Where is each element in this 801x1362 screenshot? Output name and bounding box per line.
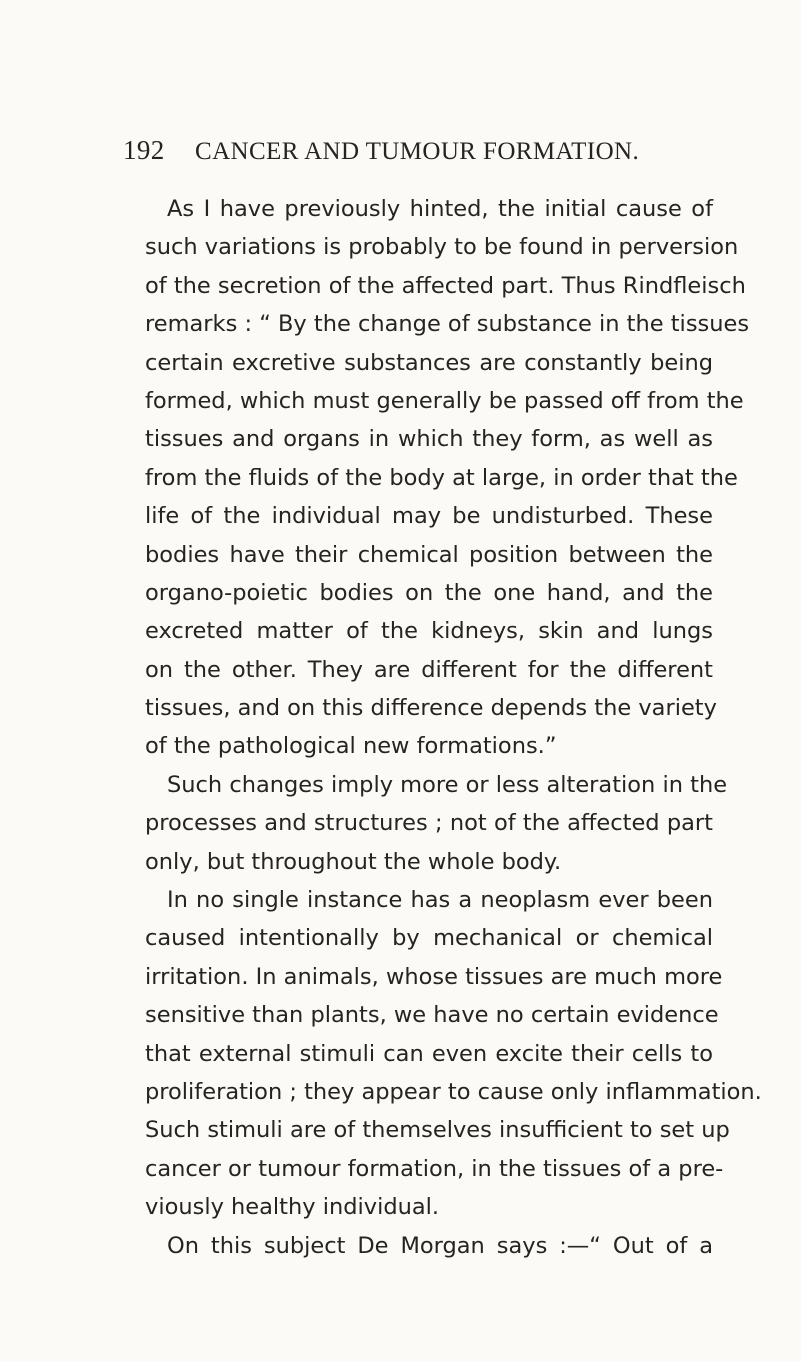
text-line: sensitive than plants, we have no certain evidence [145, 1002, 719, 1029]
text-line: of the secretion of the affected part. Thus Rindfleisch [145, 272, 746, 299]
text-line: life of the individual may be undisturbed. These [145, 503, 713, 530]
text-line: irritation. In animals, whose tissues are much more [145, 963, 723, 990]
text-line: cancer or tumour formation, in the tissues of a pre- [145, 1155, 724, 1182]
paragraph-3 [123, 881, 762, 1227]
text-line: only, but throughout the whole body. [145, 848, 562, 875]
text-line: tissues and organs in which they form, as well as [145, 426, 713, 453]
body-text [123, 190, 762, 1265]
text-line: In no single instance has a neoplasm ever been [167, 887, 713, 914]
text-line: formed, which must generally be passed off from the [145, 387, 744, 414]
running-head [123, 130, 723, 170]
text-line: remarks : “ By the change of substance in the tissues [145, 311, 750, 338]
text-line: such variations is probably to be found in perversion [145, 234, 739, 261]
text-line: Such stimuli are of themselves insufficient to set up [145, 1117, 730, 1144]
text-line: bodies have their chemical position between the [145, 541, 713, 568]
text-line: On this subject De Morgan says :—“ Out of a [167, 1232, 713, 1259]
text-line: that external stimuli can even excite their cells to [145, 1040, 713, 1067]
text-line: caused intentionally by mechanical or chemical [145, 925, 713, 952]
running-title: CANCER AND TUMOUR FORMATION. [195, 138, 640, 165]
text-line: from the fluids of the body at large, in order that the [145, 464, 738, 491]
text-line: certain excretive substances are constantly being [145, 349, 713, 376]
text-line: viously healthy individual. [145, 1194, 440, 1221]
text-line: on the other. They are different for the different [145, 656, 713, 683]
text-line: excreted matter of the kidneys, skin and lungs [145, 618, 713, 645]
text-line: proliferation ; they appear to cause only inflammation. [145, 1078, 762, 1105]
paragraph-2 [123, 766, 728, 881]
paragraph-4 [123, 1227, 713, 1265]
paragraph-1 [123, 190, 750, 766]
text-line: of the pathological new formations.” [145, 733, 557, 760]
text-line: processes and structures ; not of the affected part [145, 810, 713, 837]
page-number: 192 [123, 135, 165, 165]
text-line: organo-poietic bodies on the one hand, and the [145, 579, 713, 606]
text-line: tissues, and on this difference depends the variety [145, 695, 717, 722]
text-line: Such changes imply more or less alteration in the [167, 771, 728, 798]
text-line: As I have previously hinted, the initial cause of [167, 196, 713, 222]
